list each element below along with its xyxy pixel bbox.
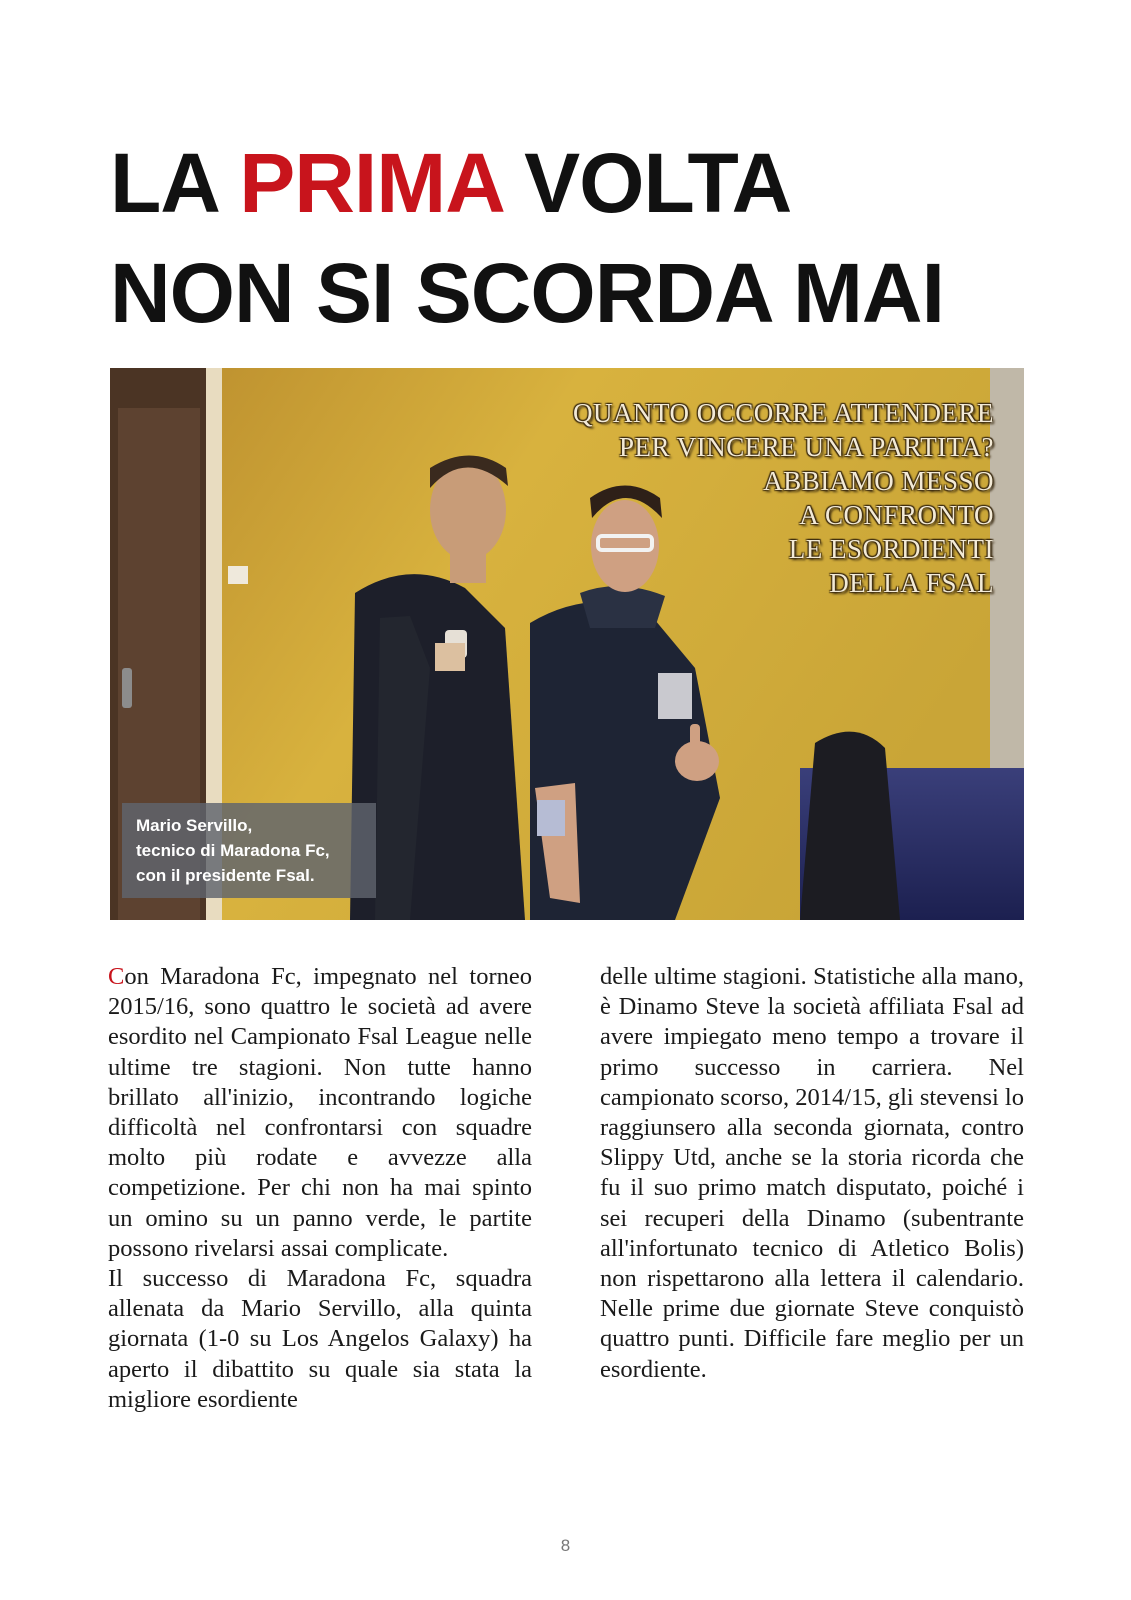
article-paragraph: delle ultime stagioni. Statistiche alla mano, è Dinamo Steve la società affiliata Fsal ad avere impiegato meno tempo a trovare il primo successo in carriera. Nel campionato scorso, 2014/15, gli stevensi lo raggiunsero alla seconda giornata, contro Slippy Utd, anche se la storia ricorda che fu il suo primo match disputato, poiché i sei recuperi della Dinamo (subentrante all'infortunato tecnico di Atletico Bolis) non rispettarono alla lettera il calendario. Nelle prime due giornate Steve conquistò quattro punti. Difficile fare meglio per un esordiente. — [600, 963, 1024, 1383]
article-paragraph: Il successo di Maradona Fc, squadra allenata da Mario Servillo, alla quinta giornata (1-0 su Los Angelos Galaxy) ha aperto il dibattito su quale sia stata la migliore esordiente — [108, 1265, 532, 1413]
overlay-line: A CONFRONTO — [799, 500, 994, 530]
drop-cap: C — [108, 963, 125, 990]
article-column-left — [108, 962, 532, 1415]
headline-line-2: NON SI SCORDA MAI — [110, 246, 944, 340]
overlay-line: DELLA FSAL — [829, 568, 994, 598]
headline-accent-word: PRIMA — [239, 136, 502, 230]
photo-caption — [122, 803, 376, 898]
caption-line: Mario Servillo, — [136, 816, 253, 835]
headline-line-1: LA PRIMA VOLTA — [110, 136, 792, 230]
overlay-line: QUANTO OCCORRE ATTENDERE — [572, 398, 994, 428]
feature-photo — [110, 368, 1024, 920]
headline — [110, 128, 1030, 348]
article-column-right — [600, 962, 1024, 1385]
caption-line: tecnico di Maradona Fc, — [136, 841, 330, 860]
overlay-line: ABBIAMO MESSO — [763, 466, 994, 496]
article-paragraph: Con Maradona Fc, impegnato nel torneo 2015/16, sono quattro le società ad avere esordito nel Campionato Fsal League nelle ultime tre stagioni. Non tutte hanno brillato all'inizio, incontrando logiche difficoltà nel confrontarsi con squadre molto più rodate e avvezze alla competizione. Per chi non ha mai spinto un omino su un panno verde, le partite possono rivelarsi assai complicate. — [108, 963, 532, 1262]
overlay-line: LE ESORDIENTI — [788, 534, 994, 564]
page-number: 8 — [560, 1536, 571, 1555]
photo-headline-overlay — [573, 396, 994, 600]
overlay-line: PER VINCERE UNA PARTITA? — [619, 432, 994, 462]
caption-line: con il presidente Fsal. — [136, 866, 315, 885]
